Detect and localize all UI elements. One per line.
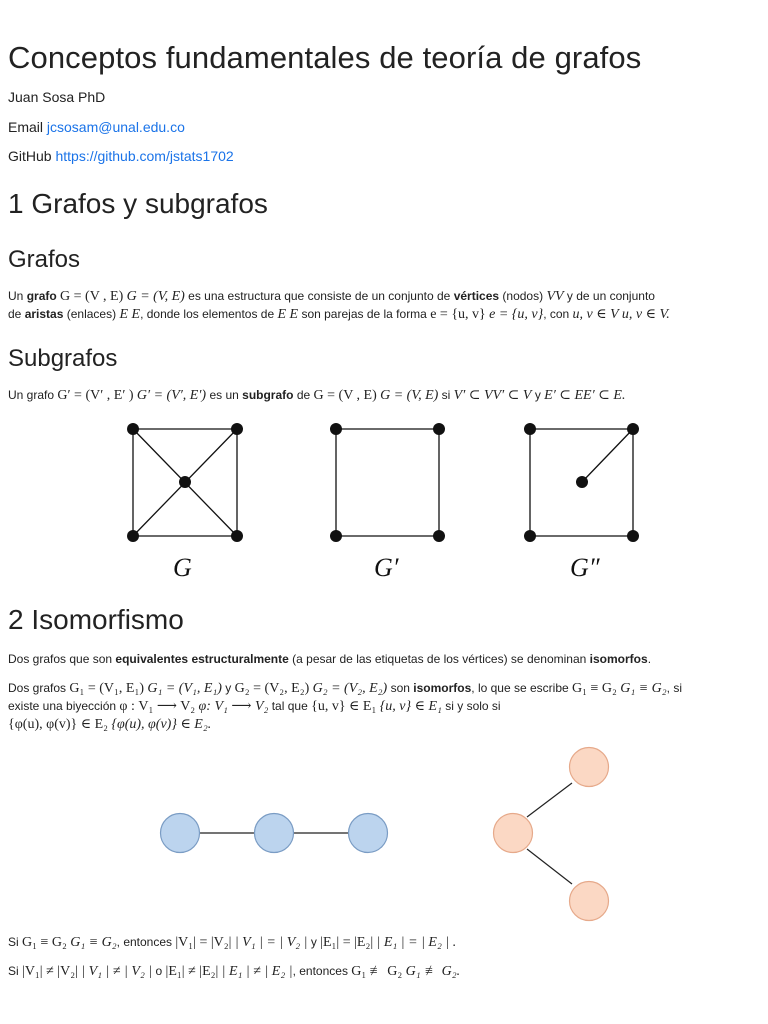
math: G₁ ≢ G₂ [351,964,403,979]
graph-g2-vertex [627,423,639,435]
term-equivalentes: equivalentes estructuralmente [115,652,289,666]
graph-g-vertex [179,476,191,488]
text: y de un conjunto [566,289,655,303]
term-subgrafo: subgrafo [242,388,294,402]
math: |E₁| = |E₂| [320,935,374,950]
math: G₁ ≡ G₂ [572,681,617,696]
math: E′ ⊂ EE′ ⊂ E. [544,388,626,403]
math: G₁ = (V₁, E₁) [147,681,222,696]
math: e = {u, v} [430,307,486,322]
text: , si [666,681,682,695]
term-grafo: grafo [26,289,57,303]
iso-paragraph-2-line-1 [8,679,682,698]
term-isomorfos: isomorfos [413,681,472,695]
text: o [155,964,163,978]
math: |E₁| ≠ |E₂| [165,964,219,979]
section-1-heading: 1 Grafos y subgrafos [8,188,268,219]
iso-blue-node [349,814,388,853]
text: (enlaces) [66,307,117,321]
math: {φ(u), φ(v)} ∈ E₂ [8,717,109,732]
text: son parejas de la forma [301,307,427,321]
section-2-heading: 2 Isomorfismo [8,604,184,635]
grafos-heading: Grafos [8,246,81,273]
math: | E₁ | = | E₂ | . [376,935,457,950]
math: G₁ ≡ G₂ [70,935,117,950]
graph-g-vertex [127,530,139,542]
github-link[interactable]: https://github.com/jstats1702 [55,148,234,164]
text: . [647,652,652,666]
math: | V₁ | ≠ | V₂ | [81,964,153,979]
page-title: Conceptos fundamentales de teoría de grafos [8,40,642,75]
math: G₁ = (V₁, E₁) [69,681,145,696]
subgrafos-heading: Subgrafos [8,345,118,372]
math: |V₁| = |V₂| [175,935,232,950]
text: (a pesar de las etiquetas de los vértices) se denominan [292,652,587,666]
text: y [225,681,232,695]
graph-g2-vertex [524,423,536,435]
iso-peach-node [570,748,609,787]
email-label: Email [8,119,44,135]
graph-g2-vertex [524,530,536,542]
term-isomorfos: isomorfos [589,652,648,666]
text: Un grafo [8,388,55,402]
math: |V₁| ≠ |V₂| [22,964,78,979]
text: Si [8,964,19,978]
graph-g1-vertex [330,423,342,435]
math: G = (V , E) [313,388,377,403]
text: Dos grafos [8,681,67,695]
math: {φ(u), φ(v)} ∈ E₂. [111,717,212,732]
term-aristas: aristas [24,307,64,321]
text: , lo que se escribe [471,681,569,695]
text: , donde los elementos de [140,307,275,321]
math: φ : V₁ ⟶ V₂ [119,699,196,714]
text: de [296,388,311,402]
author: Juan Sosa PhD [8,89,106,105]
label-g-double-prime: G″ [570,553,600,582]
text: , entonces [116,935,173,949]
label-g: G [173,553,192,582]
graph-g2-edge [582,429,633,482]
text: si [441,388,451,402]
text: y [310,935,317,949]
math: G₂ = (V₂, E₂) [234,681,310,696]
graph-g-vertex [231,423,243,435]
github-label: GitHub [8,148,52,164]
term-vertices: vértices [453,289,500,303]
iso-rule-1 [8,933,456,952]
graph-g1-vertex [433,530,445,542]
iso-star-edge [527,783,572,817]
text: Un [8,289,24,303]
math: u, v ∈ V u, v ∈ V. [572,307,670,322]
math: G₁ ≡ G₂ [22,935,67,950]
iso-star-edge [527,849,572,884]
math: G₂ = (V₂, E₂) [312,681,388,696]
text: y [534,388,541,402]
graph-g1-vertex [433,423,445,435]
text: , entonces [292,964,348,978]
math: G′ = (V′ , E′ ) [57,388,134,403]
math: G₁ ≡ G₂ [620,681,667,696]
iso-peach-node [494,814,533,853]
math: | E₁ | ≠ | E₂ | [221,964,293,979]
graph-g1-vertex [330,530,342,542]
iso-paragraph-2-line-2 [8,697,501,716]
text: es una estructura que consiste de un conjunto de [188,289,451,303]
math: E E [277,307,299,322]
iso-blue-node [255,814,294,853]
math: VV [546,289,564,304]
text: tal que [271,699,308,713]
iso-peach-node [570,882,609,921]
text: existe una biyección [8,699,117,713]
math: {u, v} ∈ E₁ [379,699,442,714]
text: de [8,307,22,321]
math: {u, v} ∈ E₁ [311,699,377,714]
math: G₁ ≢ G₂. [405,964,461,979]
text: Dos grafos que son [8,652,113,666]
math: | V₁ | = | V₂ | [234,935,308,950]
math: φ: V₁ ⟶ V₂ [198,699,269,714]
math: G′ = (V′, E′) [136,388,207,403]
math: E E [119,307,141,322]
text: Si [8,935,19,949]
label-g-prime: G′ [374,553,399,582]
text: , con [543,307,570,321]
iso-blue-node [161,814,200,853]
graph-g2-vertex [627,530,639,542]
graph-g-vertex [127,423,139,435]
text: (nodos) [502,289,544,303]
text: es un [209,388,239,402]
graph-g2-vertex [576,476,588,488]
iso-rule-2 [8,962,460,981]
text: si y solo si [445,699,501,713]
math: e = {u, v} [489,307,544,322]
math: G = (V , E) [60,289,124,304]
math: G = (V, E) [380,388,439,403]
math: V′ ⊂ VV′ ⊂ V [453,388,532,403]
email-link[interactable]: jcsosam@unal.edu.co [46,119,185,135]
graph-g-vertex [231,530,243,542]
iso-paragraph-1 [8,650,651,668]
text: son [390,681,410,695]
iso-paragraph-2-line-3 [8,715,211,734]
math: G = (V, E) [126,289,185,304]
